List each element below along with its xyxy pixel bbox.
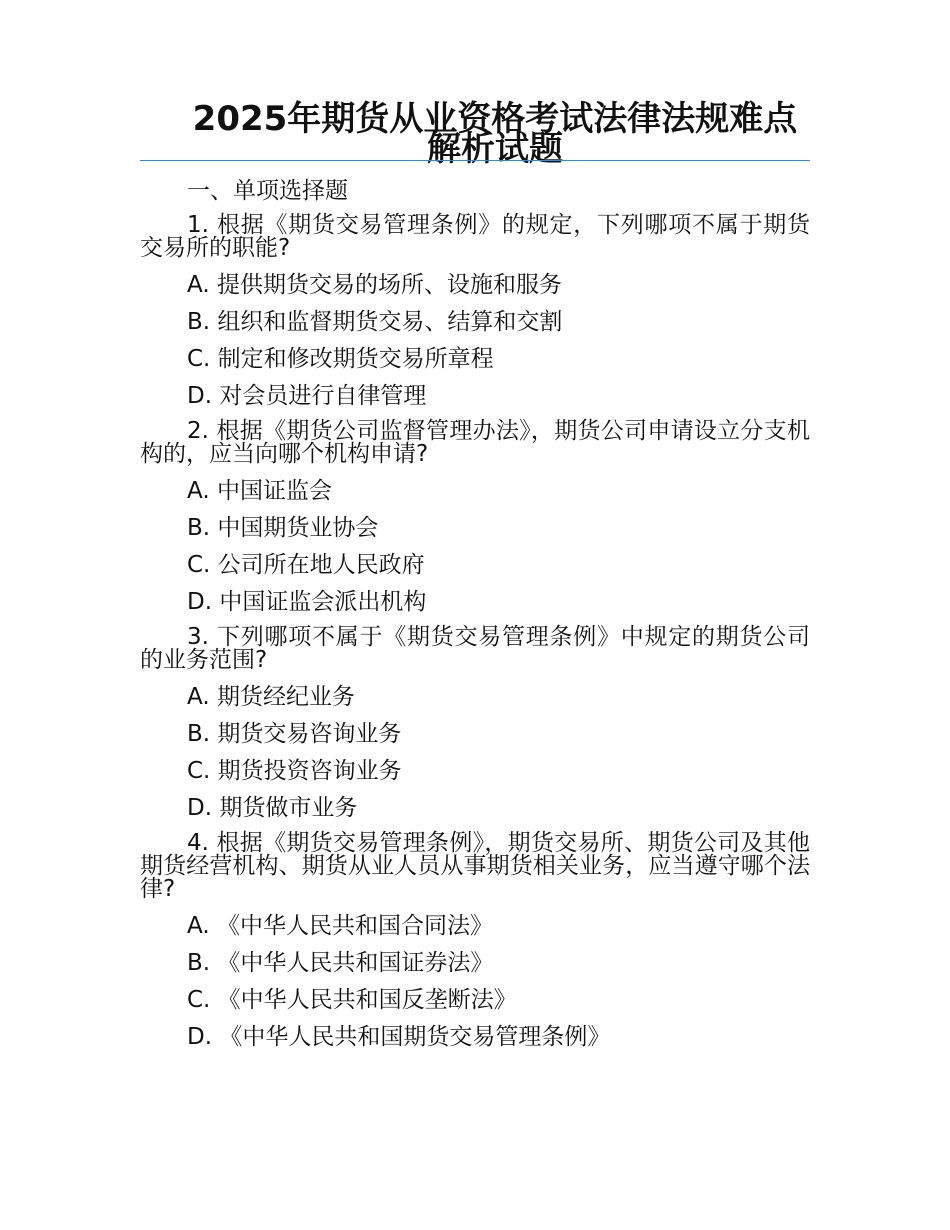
option-item: A. 《中华人民共和国合同法》 (187, 913, 493, 939)
question-block (140, 832, 810, 1050)
question-text: 1. 根据《期货交易管理条例》的规定，下列哪项不属于期货交易所的职能? (140, 212, 810, 261)
option-item: D. 中国证监会派出机构 (187, 589, 427, 615)
question-text: 3. 下列哪项不属于《期货交易管理条例》中规定的期货公司的业务范围? (140, 624, 810, 673)
option-item: A. 提供期货交易的场所、设施和服务 (187, 272, 562, 298)
question-text: 4. 根据《期货交易管理条例》，期货交易所、期货公司及其他期货经营机构、期货从业人员从事期货相关业务，应当遵守哪个法律? (140, 830, 810, 902)
section-heading: 一、单项选择题 (187, 178, 348, 204)
question-block (140, 214, 810, 409)
option-item: D. 对会员进行自律管理 (187, 383, 427, 409)
option-item: B. 《中华人民共和国证券法》 (187, 950, 494, 976)
option-item: C. 制定和修改期货交易所章程 (187, 346, 494, 372)
option-item: D. 期货做市业务 (187, 795, 358, 821)
question-text: 2. 根据《期货公司监督管理办法》，期货公司申请设立分支机构的，应当向哪个机构申请? (140, 418, 810, 467)
title-underline (140, 160, 810, 161)
option-item: C. 期货投资咨询业务 (187, 758, 402, 784)
option-item: D. 《中华人民共和国期货交易管理条例》 (187, 1024, 611, 1050)
option-item: A. 中国证监会 (187, 478, 332, 504)
option-item: C. 《中华人民共和国反垄断法》 (187, 987, 517, 1013)
option-item: B. 期货交易咨询业务 (187, 721, 402, 747)
option-item: B. 中国期货业协会 (187, 515, 379, 541)
question-block (140, 626, 810, 821)
document-body (140, 178, 810, 1061)
option-item: A. 期货经纪业务 (187, 684, 355, 710)
option-item: C. 公司所在地人民政府 (187, 552, 425, 578)
document-title: 2025年期货从业资格考试法律法规难点解析试题 (192, 99, 798, 169)
option-item: B. 组织和监督期货交易、结算和交割 (187, 309, 563, 335)
question-block (140, 420, 810, 615)
